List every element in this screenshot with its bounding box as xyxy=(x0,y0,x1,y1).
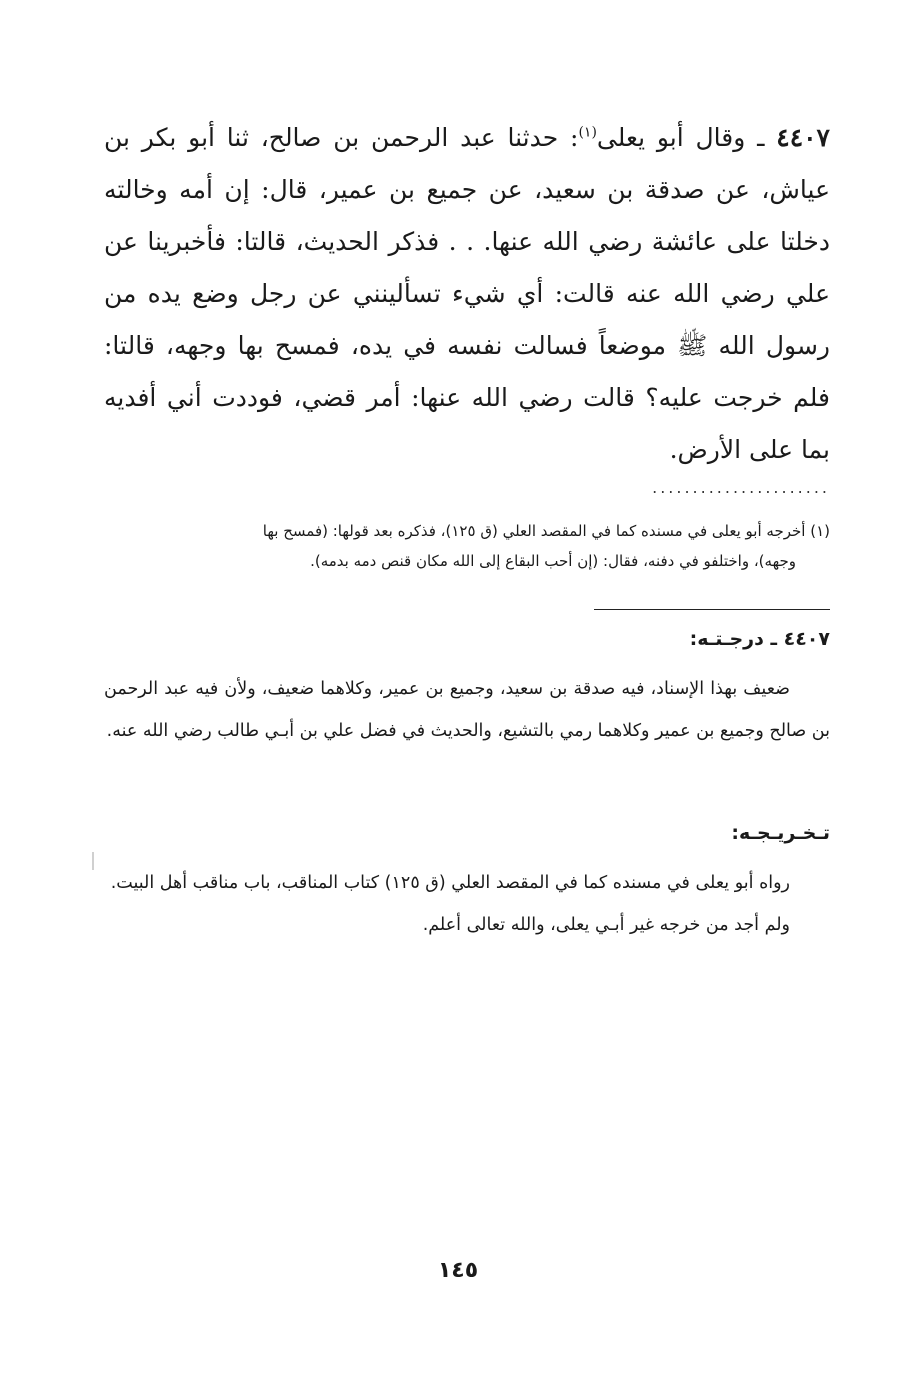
hadith-body: : حدثنا عبد الرحمن بن صالح، ثنا أبو بكر بن عياش، عن صدقة بن سعيد، عن جميع بن عمير، قال: إن أمه وخالته دخلتا على عائشة رضي الله عنها. . . فذكر الحديث، قالتا: فأخبرينا عن علي رضي الله عنه قالت: أي شيء تسألينني عن رجل وضع يده من رسول الله ﷺ موضعاً فسالت نفسه في يده، فمسح بها وجهه، قالتا: فلم خرجت عليه؟ قالت رضي الله عنها: أمر قضي، فوددت أني أفديه بما على الأرض. xyxy=(104,123,830,464)
footnote-line-2: وجهه)، واختلفو في دفنه، فقال: (إن أحب البقاع إلى الله مكان قنص دمه بدمه). xyxy=(310,552,796,570)
takhrij-heading: تـخـريـجـه: xyxy=(731,822,830,844)
hadith-intro: وقال أبو يعلى xyxy=(596,123,746,152)
degree-heading: ٤٤٠٧ ـ درجـتـه: xyxy=(689,628,830,650)
section-divider xyxy=(594,609,830,610)
footnote xyxy=(104,516,830,576)
hadith-dash: ـ xyxy=(757,123,765,152)
footnote-line-1: (١) أخرجه أبو يعلى في مسنده كما في المقصد العلي (ق ١٢٥)، فذكره بعد قولها: (فمسح بها xyxy=(262,522,830,540)
separator-dots: ...................... xyxy=(652,478,830,497)
degree-paragraph: ضعيف بهذا الإسناد، فيه صدقة بن سعيد، وجميع بن عمير، وكلاهما ضعيف، ولأن فيه عبد الرحمن بن صالح وجميع بن عمير وكلاهما رمي بالتشيع، والحديث في فضل علي بن أبـي طالب رضي الله عنه. xyxy=(104,679,830,741)
hadith-text xyxy=(104,112,830,476)
margin-mark xyxy=(92,852,94,870)
footnote-marker: (١) xyxy=(578,124,597,141)
takhrij-paragraph-1: رواه أبو يعلى في مسنده كما في المقصد العلي (ق ١٢٥) كتاب المناقب، باب مناقب أهل البيت. xyxy=(110,873,790,893)
degree-section xyxy=(104,668,830,752)
takhrij-paragraph-2: ولم أجد من خرجه غير أبـي يعلى، والله تعالى أعلم. xyxy=(422,915,790,935)
takhrij-section xyxy=(104,862,830,946)
hadith-number: ٤٤٠٧ xyxy=(776,123,830,152)
page-number: ١٤٥ xyxy=(437,1258,479,1283)
